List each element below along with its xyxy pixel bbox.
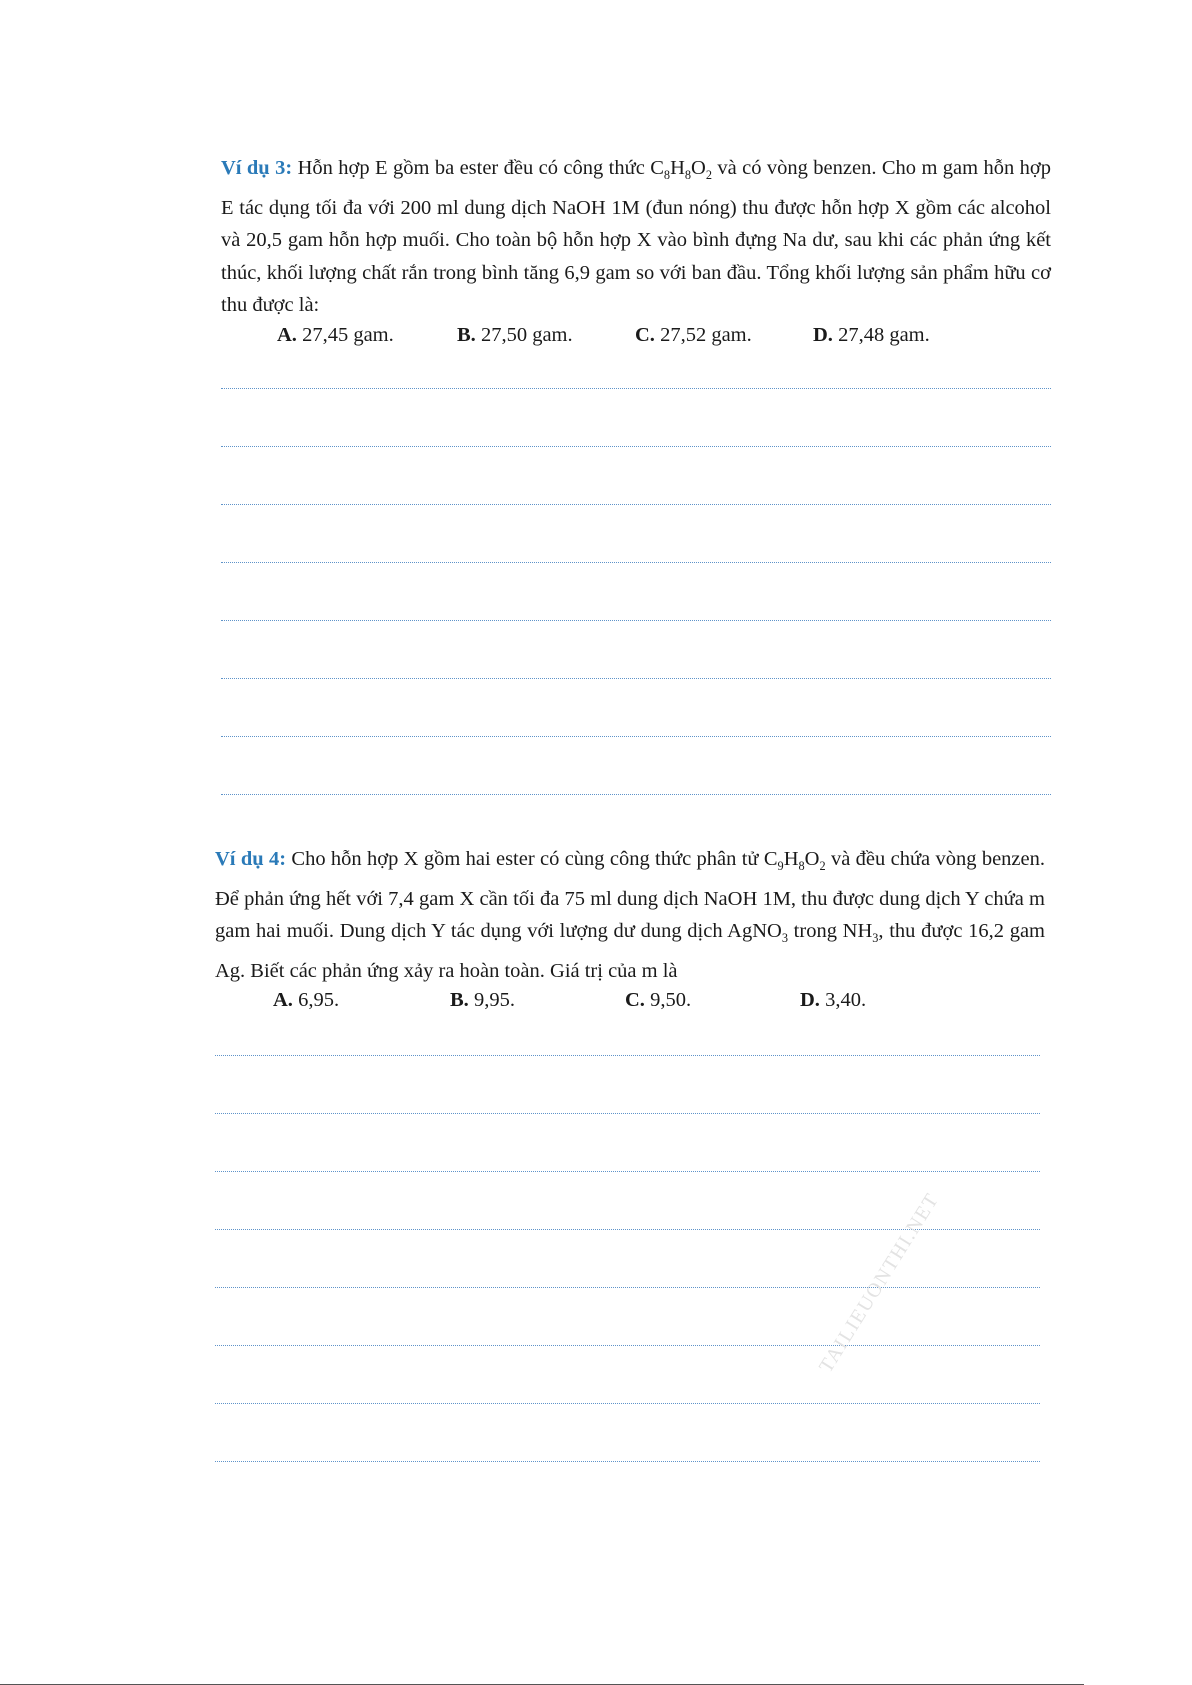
answer-line [215,1055,1040,1056]
answer-choices [215,989,1045,1019]
answer-line [221,388,1051,389]
answer-line [215,1287,1040,1288]
question-text [221,152,1051,322]
question-body: Cho hỗn hợp X gồm hai ester có cùng công thức phân tử $C_9H_8O_2$ và đều chứa vòng benzen. Để phản ứng hết với 7,4 gam X cần tối đa 75 ml dung dịch NaOH 1M, thu được dung dịch Y chứa m gam hai muối. Dung dịch Y tác dụng với lượng dư dung dịch AgNO$_3$ trong $NH_3$, thu được 16,2 gam Ag. Biết các phản ứng xảy ra hoàn toàn. Giá trị của m là [215,848,1045,982]
answer-line [221,504,1051,505]
watermark: TAILIEUONTHI.NET [815,1189,944,1377]
answer-line [215,1171,1040,1172]
example-label: Ví dụ 4: [215,848,287,870]
answer-line [221,794,1051,795]
answer-line [215,1461,1040,1462]
example-label: Ví dụ 3: [221,157,293,179]
answer-line [215,1113,1040,1114]
answer-line [221,736,1051,737]
choice-b: B. 27,50 gam. [457,323,573,346]
choice-a: A. 27,45 gam. [277,323,394,346]
choice-c: C. 9,50. [625,989,692,1012]
example-3 [221,152,1051,354]
answer-line [221,620,1051,621]
answer-line [221,446,1051,447]
answer-choices [221,324,1051,354]
answer-lines [221,388,1051,798]
choice-c: C. 27,52 gam. [635,323,752,346]
choice-b: B. 9,95. [450,989,515,1012]
choice-d: D. 3,40. [800,989,867,1012]
answer-line [221,562,1051,563]
answer-line [215,1345,1040,1346]
answer-line [215,1403,1040,1404]
question-body: Hỗn hợp E gồm ba ester đều có công thức $C_8H_8O_2$ và có vòng benzen. Cho m gam hỗn hợp E tác dụng tối đa với 200 ml dung dịch NaOH 1M (đun nóng) thu được hỗn hợp X gồm các alcohol và 20,5 gam hỗn hợp muối. Cho toàn bộ hỗn hợp X vào bình đựng Na dư, sau khi các phản ứng kết thúc, khối lượng chất rắn trong bình tăng 6,9 gam so với ban đầu. Tổng khối lượng sản phẩm hữu cơ thu được là: [221,157,1051,317]
answer-line [221,678,1051,679]
choice-d: D. 27,48 gam. [813,323,930,346]
choice-a: A. 6,95. [273,989,340,1012]
answer-lines [215,1055,1040,1485]
example-4 [215,843,1045,1019]
question-text [215,843,1045,987]
